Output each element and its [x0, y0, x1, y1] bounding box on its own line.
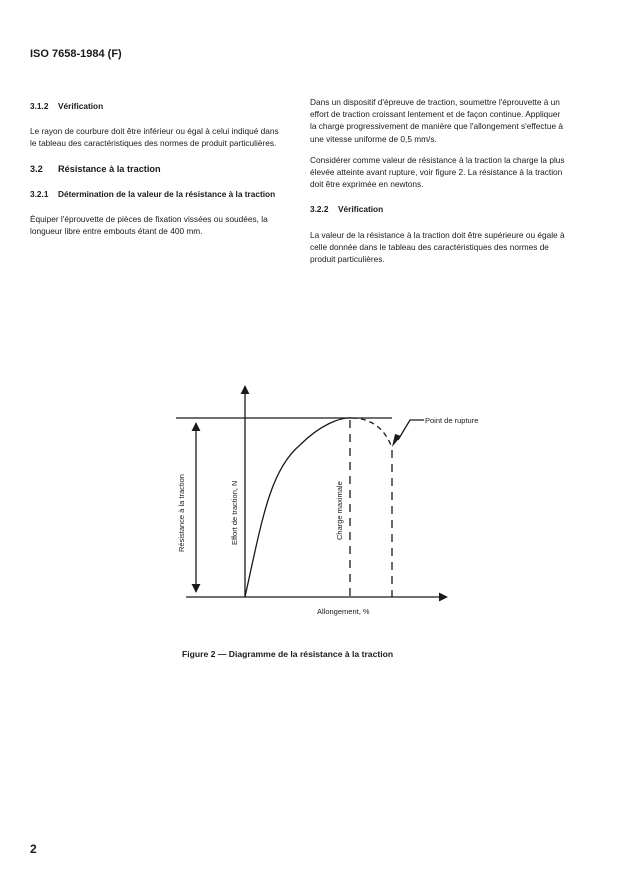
- document-header: ISO 7658-1984 (F): [30, 48, 122, 60]
- section-title: Résistance à la traction: [58, 163, 161, 174]
- section-title: Détermination de la valeur de la résistance à la traction: [58, 188, 276, 199]
- rupture-leader: [398, 420, 424, 440]
- figure-caption: Figure 2 — Diagramme de la résistance à la traction: [182, 649, 394, 659]
- procedure-paragraph: Dans un dispositif d'épreuve de traction, soumettre l'éprouvette à un effort de traction croissant lentement et de façon continue. Appliquer la charge progressivement de manière que l'allongement s'effectue à une vitesse uniforme de 0,5 mm/s.: [310, 97, 563, 144]
- rupture-arrowhead: [392, 434, 401, 447]
- section-3-2-2-text: La valeur de la résistance à la traction doit être supérieure ou égale à celle donnée dans le tableau des caractéristiques des normes de produit particulières.: [310, 229, 565, 265]
- section-number: 3.2.2: [310, 204, 329, 215]
- resistance-label: Résistance à la traction: [177, 474, 186, 552]
- post-peak-curve: [352, 418, 392, 448]
- x-axis-label: Allongement, %: [317, 607, 370, 616]
- section-number: 3.1.2: [30, 101, 49, 111]
- section-3-2-1-text: Équiper l'éprouvette de pièces de fixation vissées ou soudées, la longueur libre entre embouts étant de 400 mm.: [30, 214, 268, 237]
- section-number: 3.2: [30, 163, 43, 174]
- rupture-label: Point de rupture: [425, 416, 479, 425]
- section-number: 3.2.1: [30, 188, 49, 199]
- section-title: Vérification: [338, 204, 384, 215]
- definition-paragraph: Considérer comme valeur de résistance à la traction la charge la plus élevée atteinte avant rupture, voir figure 2. La résistance à la traction doit être exprimée en newtons.: [310, 154, 565, 190]
- y-axis-label: Effort de traction, N: [230, 480, 239, 545]
- section-3-1-2-text: Le rayon de courbure doit être inférieur ou égal à celui indiqué dans le tableau des caractéristiques des normes de produit particulières.: [30, 126, 279, 149]
- max-load-label: Charge maximale: [335, 481, 344, 540]
- section-title: Vérification: [58, 101, 104, 111]
- page-number: 2: [30, 842, 37, 856]
